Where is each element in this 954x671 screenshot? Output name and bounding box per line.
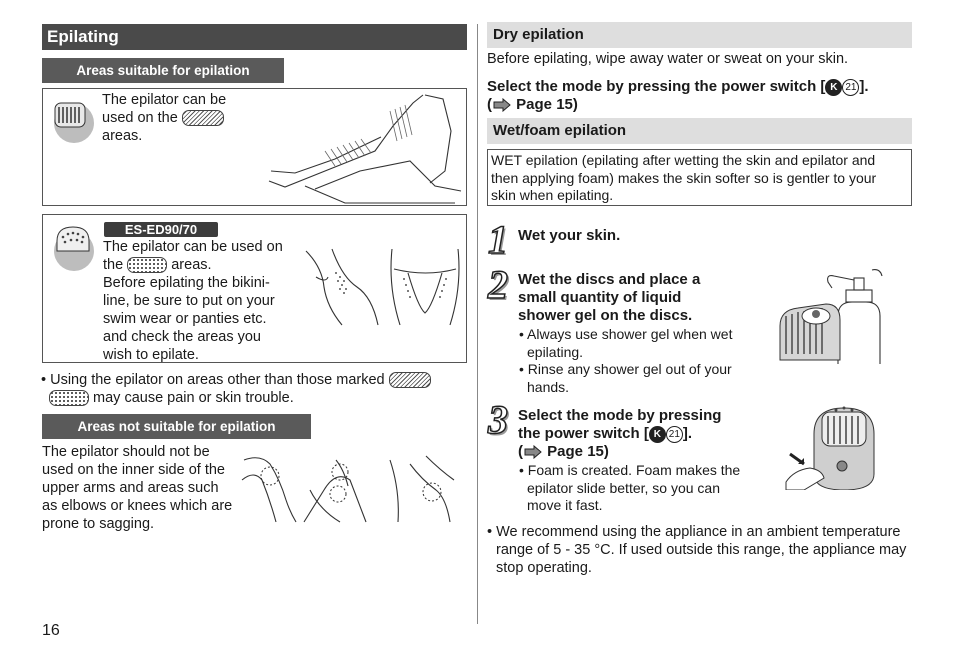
k-switch-icon: K xyxy=(649,426,666,443)
dotted-area-marker xyxy=(127,257,167,273)
dry-text: Before epilating, wipe away water or sweat on your skin. xyxy=(487,51,849,67)
hatched-area-marker xyxy=(182,110,224,126)
number-21-icon: 21 xyxy=(842,79,859,96)
dry-heading: Dry epilation xyxy=(487,22,912,48)
not-suitable-text: The epilator should not be used on the inner side of the upper arms and areas such as elbows or knees which are prone to sagging. xyxy=(42,444,233,532)
warning-note: • Using the epilator on areas other than those marked may cause pain or skin trouble. xyxy=(41,371,471,407)
bikini-head-icon xyxy=(49,221,99,273)
page-ref-arrow-icon xyxy=(523,445,543,459)
suitable-box-1: The epilator can be used on the areas. xyxy=(42,88,467,206)
legs-illustration xyxy=(265,91,465,204)
not-suitable-heading: Areas not suitable for epilation xyxy=(42,414,311,439)
column-divider xyxy=(477,24,478,624)
arms-elbows-illustration xyxy=(240,450,460,525)
bikini-line-illustration xyxy=(386,247,464,327)
step-3-title: Select the mode by pressing the power switch [ K 21 ]. ( Page 15) xyxy=(518,407,722,460)
wet-info-box: WET epilation (epilating after wetting the skin and epilator and then applying foam) makes the skin softer so is gentler to your skin when epilating. xyxy=(487,149,912,206)
suitable-box-2: ES-ED90/70 The epilator can be used on the areas. Before epilating the bikini- line, be sure to put on your swim wear or panties etc. and check the areas you wish to epilate. xyxy=(42,214,467,363)
dotted-area-marker xyxy=(49,390,89,406)
ambient-temperature-note: • We recommend using the appliance in an ambient temperature range of 5 - 35 °C. If used outside this range, the appliance may stop operating. xyxy=(487,524,907,576)
page-ref-arrow-icon xyxy=(492,98,512,112)
step-1-title: Wet your skin. xyxy=(518,227,621,244)
step-3-bullets: • Foam is created. Foam makes the epilator slide better, so you can move it fast. xyxy=(519,462,741,513)
step-2-number: 2 xyxy=(488,262,508,307)
step-2-bullets: • Always use shower gel when wet epilating. • Rinse any shower gel out of your hands. xyxy=(519,326,733,395)
step-2-title: Wet the discs and place a small quantity of liquid shower gel on the discs. xyxy=(518,271,701,324)
step-3-number: 3 xyxy=(488,397,508,442)
shower-gel-illustration xyxy=(776,266,884,364)
epilator-switch-illustration xyxy=(784,404,884,490)
section-title-bar xyxy=(42,24,467,50)
wet-heading: Wet/foam epilation xyxy=(487,118,912,144)
number-21-icon: 21 xyxy=(666,426,683,443)
hatched-area-marker xyxy=(389,372,431,388)
page-number: 16 xyxy=(42,622,60,639)
k-switch-icon: K xyxy=(825,79,842,96)
model-tag: ES-ED90/70 xyxy=(104,222,218,237)
select-mode-instruction: Select the mode by pressing the power switch [ K 21 ]. ( Page 15) xyxy=(487,78,869,113)
step-1-number: 1 xyxy=(488,217,508,262)
underarm-illustration xyxy=(302,247,380,327)
epilator-head-icon xyxy=(49,95,99,145)
section-title: Epilating xyxy=(47,27,119,46)
suitable-heading: Areas suitable for epilation xyxy=(42,58,284,83)
